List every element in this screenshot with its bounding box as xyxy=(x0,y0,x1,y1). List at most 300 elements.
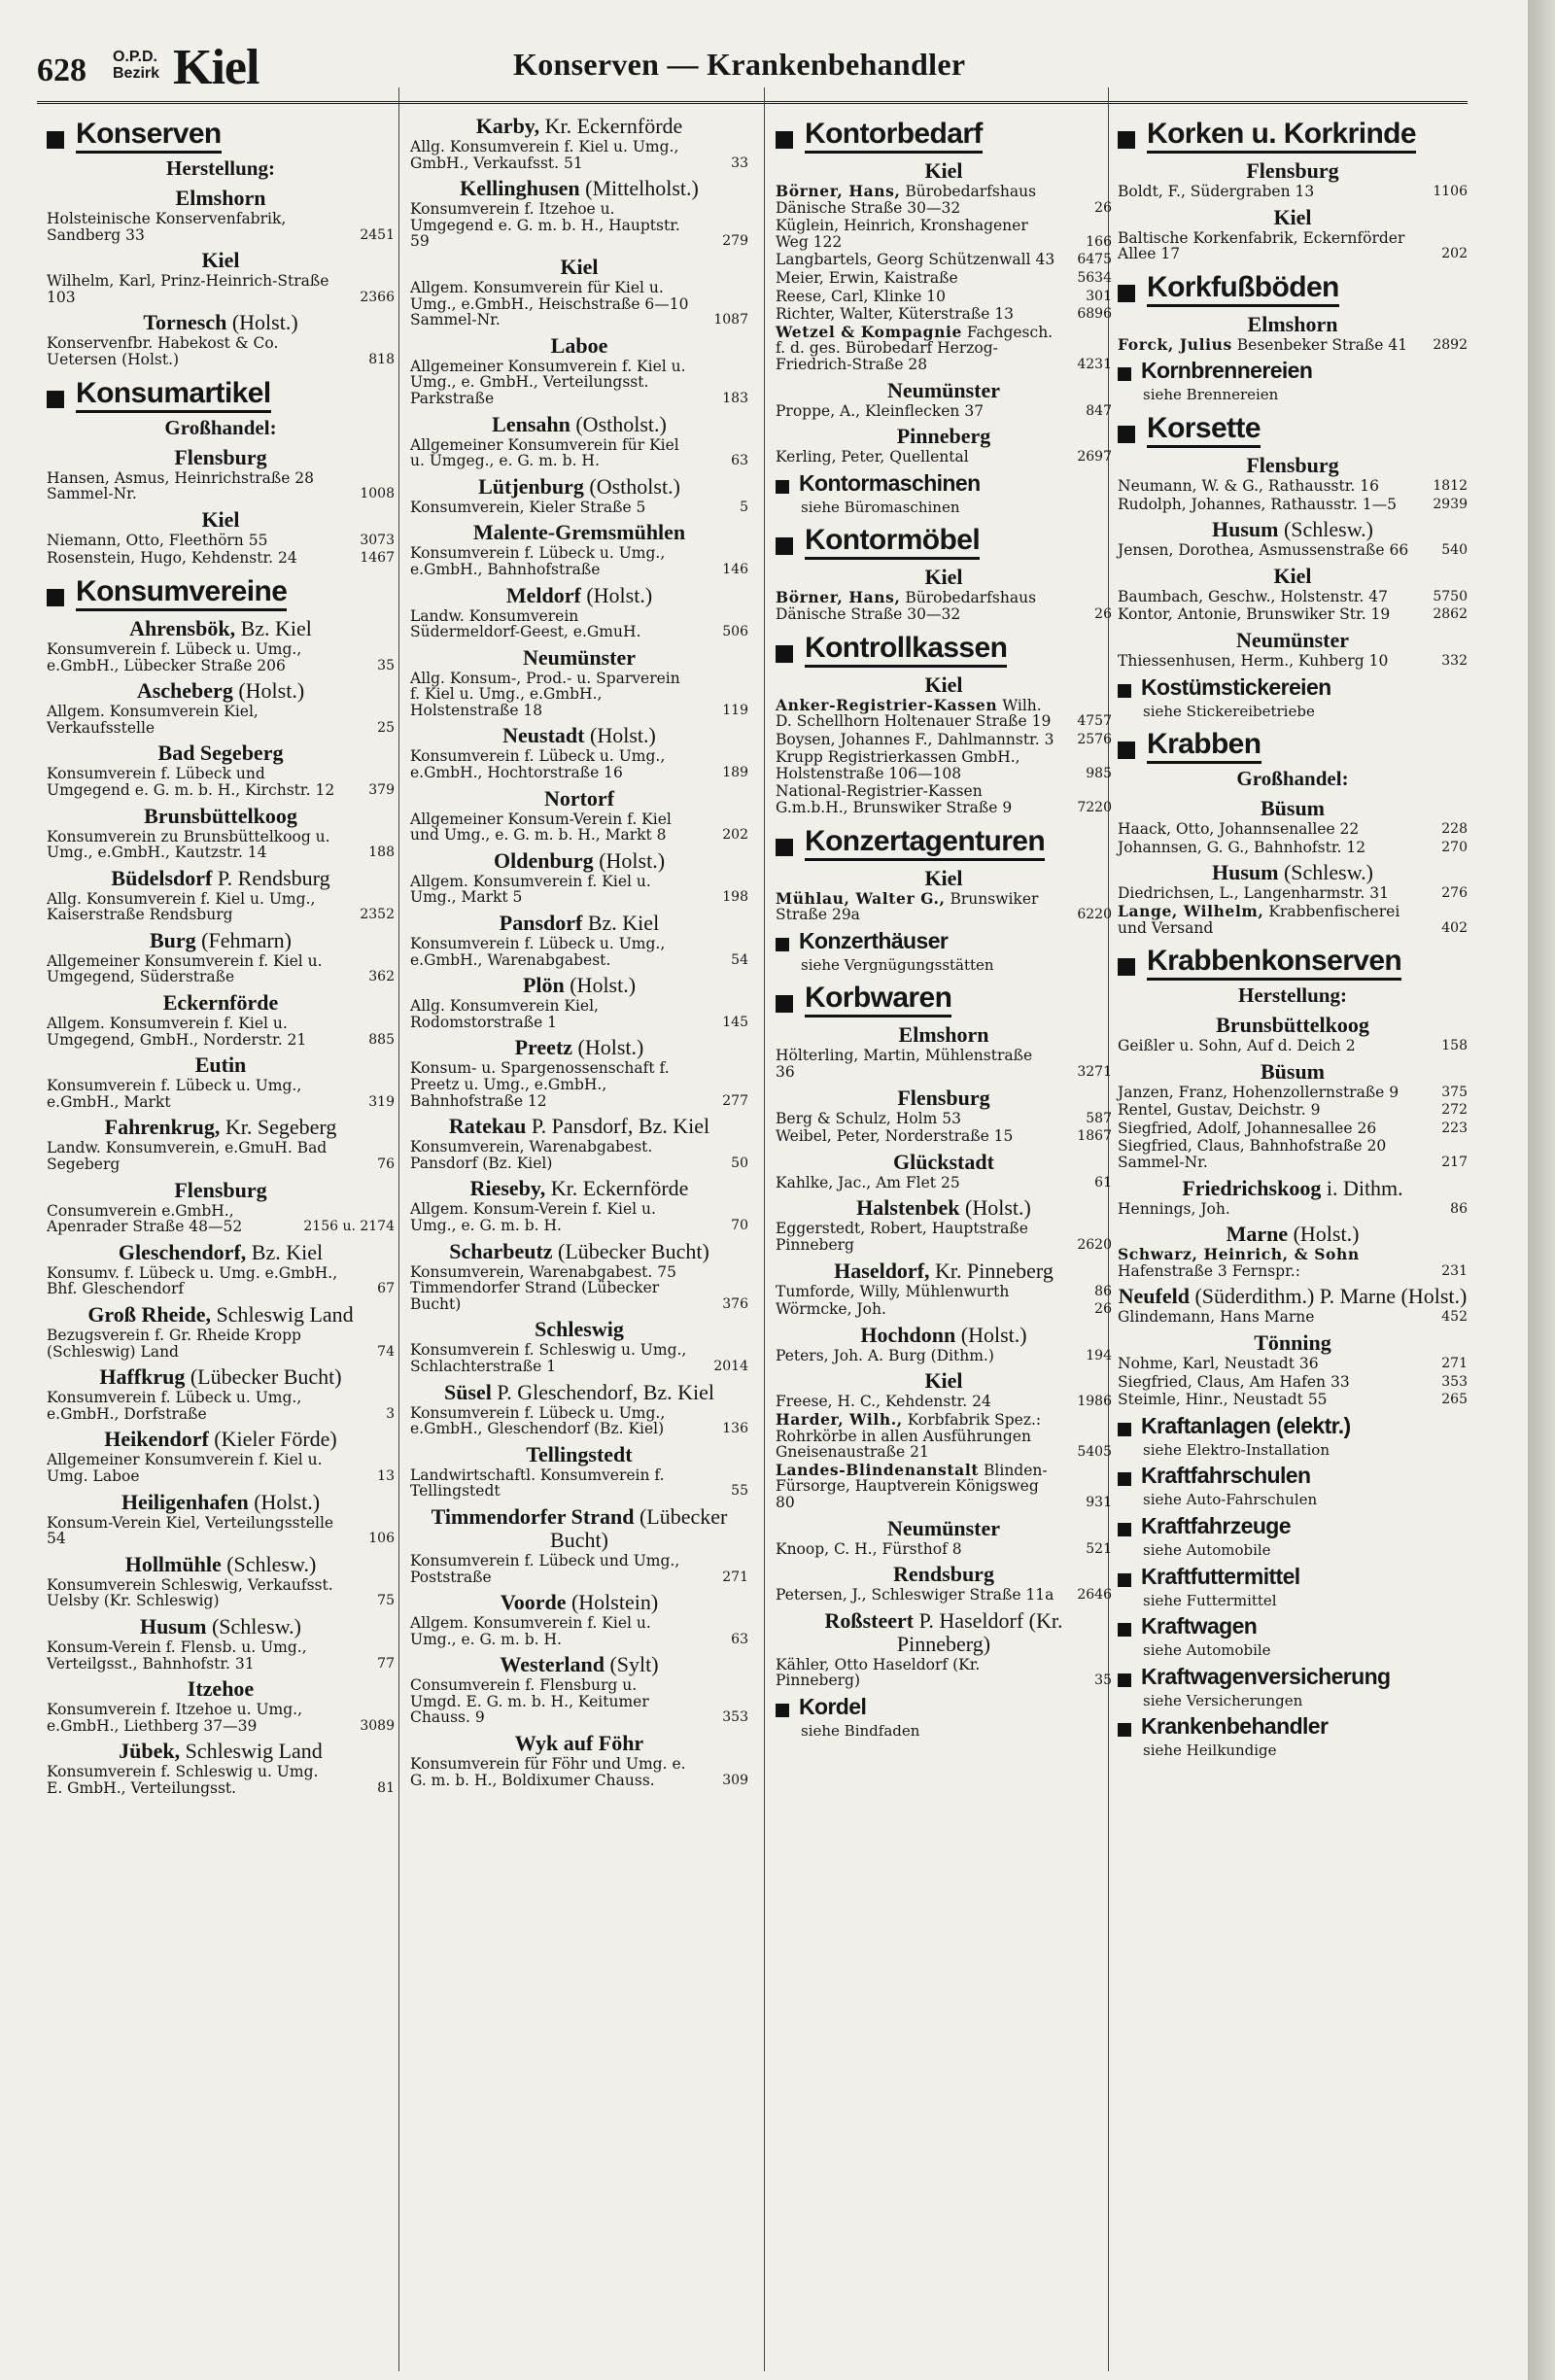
section-heading xyxy=(776,525,1112,560)
listing-entry xyxy=(776,218,1112,250)
listing-entry xyxy=(1118,589,1468,605)
place-name: Voorde xyxy=(500,1590,567,1615)
listing-text: Holsteinische Konservenfabrik, Sandberg 33 xyxy=(47,210,287,244)
phone-number: 86 xyxy=(1094,1283,1112,1299)
listing-text: Korbfabrik Spez.: Rohrkörbe in allen Ausführungen Gneisenaustraße 21 xyxy=(776,1410,1042,1462)
bullet-square xyxy=(776,537,793,555)
phone-number: 35 xyxy=(377,657,395,673)
place-heading xyxy=(410,1732,748,1755)
place-heading xyxy=(776,1324,1112,1347)
phone-number: 26 xyxy=(1094,1301,1112,1318)
listing-entry xyxy=(410,1060,748,1109)
section-title: Konzertagenturen xyxy=(805,826,1045,861)
subheading: Herstellung: xyxy=(1238,983,1347,1008)
listing-entry xyxy=(47,1140,395,1172)
place-qualifier: P. Pansdorf, Bz. Kiel xyxy=(531,1114,710,1139)
listing-entry xyxy=(410,139,748,171)
phone-number: 271 xyxy=(1441,1356,1468,1372)
place-heading xyxy=(47,1241,395,1264)
phone-number: 985 xyxy=(1086,765,1112,781)
listing-entry xyxy=(1118,821,1468,838)
listing-name: Schwarz, Heinrich, & Sohn xyxy=(1118,1245,1360,1264)
listing-text: National-Registrier-Kassen G.m.b.H., Brunswiker Straße 9 xyxy=(776,782,1013,817)
place-name: Nortorf xyxy=(543,785,615,811)
section-heading xyxy=(1118,729,1468,764)
subheading: Großhandel: xyxy=(164,415,277,439)
subheading: Herstellung: xyxy=(166,156,275,180)
listing-text: Hafenstraße 3 Fernspr.: xyxy=(1118,1261,1300,1280)
place-heading xyxy=(47,929,395,952)
place-heading xyxy=(47,617,395,640)
phone-number: 77 xyxy=(377,1655,395,1672)
place-qualifier: Kr. Eckernförde xyxy=(544,114,683,138)
place-name: Laboe xyxy=(550,332,608,358)
bullet-square xyxy=(776,131,793,149)
place-name: Ahrensbök, xyxy=(129,615,236,640)
column-divider-1 xyxy=(398,87,399,2371)
bullet-square xyxy=(776,1704,789,1717)
listing-entry xyxy=(776,783,1112,815)
place-heading xyxy=(1118,454,1468,477)
listing-entry xyxy=(1118,334,1468,354)
listing-text: Konsumverein f. Lübeck u. Umg., e.GmbH., Gleschendorf (Bz. Kiel) xyxy=(410,1403,666,1438)
section-title: Kontrollkassen xyxy=(805,633,1007,668)
phone-number: 202 xyxy=(1441,246,1468,262)
section-title: Kornbrennereien xyxy=(1141,358,1313,384)
place-name: Kiel xyxy=(1273,563,1312,588)
phone-number: 521 xyxy=(1086,1540,1112,1557)
bullet-square xyxy=(1118,684,1131,698)
listing-entry xyxy=(410,280,748,328)
section-title: Konzerthäuser xyxy=(799,927,949,953)
phone-number: 202 xyxy=(722,827,748,844)
listing-text: Kahlke, Jac., Am Flet 25 xyxy=(776,1173,960,1191)
listing-text: Konsum-Verein Kiel, Verteilungsstelle 54 xyxy=(47,1513,334,1548)
section-title: Kontorbedarf xyxy=(805,119,983,154)
listing-entry xyxy=(410,1467,748,1500)
listing-text: Hölterling, Martin, Mühlenstraße 36 xyxy=(776,1047,1033,1082)
place-heading xyxy=(47,249,395,272)
place-heading xyxy=(410,1177,748,1200)
section-title: Kraftwagen xyxy=(1141,1613,1258,1639)
listing-text: Allgem. Konsumverein f. Kiel u. Umg., e. G. m. b. H. xyxy=(410,1614,651,1648)
listing-entry xyxy=(776,306,1112,323)
listing-text: Nohme, Karl, Neustadt 36 xyxy=(1118,1355,1319,1373)
listing-text: Geißler u. Sohn, Auf d. Deich 2 xyxy=(1118,1037,1356,1055)
listing-entry xyxy=(1118,606,1468,623)
phone-number: 3271 xyxy=(1077,1064,1112,1081)
listing-text: Neumann, W. & G., Rathausstr. 16 xyxy=(1118,476,1380,495)
section-heading xyxy=(1118,413,1468,448)
place-heading xyxy=(776,1369,1112,1393)
section-heading xyxy=(1118,1614,1468,1639)
cross-reference: siehe Stickereibetriebe xyxy=(1143,702,1315,720)
phone-number: 818 xyxy=(368,351,395,367)
phone-number: 452 xyxy=(1441,1309,1468,1326)
place-heading xyxy=(47,679,395,703)
listing-entry xyxy=(776,1301,1112,1318)
listing-entry xyxy=(410,998,748,1030)
listing-text: Eggerstedt, Robert, Hauptstraße Pinneberg xyxy=(776,1220,1028,1254)
place-name: Kiel xyxy=(560,254,599,279)
listing-text: Allgemeiner Konsumverein f. Kiel u. Umg. Laboe xyxy=(47,1451,323,1485)
place-name: Neumünster xyxy=(886,377,1001,402)
running-head xyxy=(37,39,1485,101)
listing-entry xyxy=(776,403,1112,420)
bullet-square xyxy=(1118,1423,1131,1436)
section-title: Krabbenkonserven xyxy=(1147,946,1401,981)
place-qualifier: (Holstein) xyxy=(570,1590,659,1615)
section-title: Kordel xyxy=(799,1693,867,1719)
phone-number: 5750 xyxy=(1433,588,1468,604)
place-name: Elmshorn xyxy=(175,186,266,210)
section-heading xyxy=(1118,675,1468,701)
listing-text: Rudolph, Johannes, Rathausstr. 1—5 xyxy=(1118,495,1397,513)
listing-text: Allg. Konsum-, Prod.- u. Sparverein f. Kiel u. Umg., e.GmbH., Holstenstraße 18 xyxy=(410,669,680,719)
place-heading xyxy=(776,425,1112,448)
place-name: Rieseby, xyxy=(469,1176,546,1201)
place-qualifier: P. Rendsburg xyxy=(217,865,330,890)
place-heading xyxy=(410,1505,748,1552)
listing-text: Allgem. Konsumverein Kiel, Verkaufsstelle xyxy=(47,703,259,737)
place-heading xyxy=(47,867,395,890)
listing-text: Allgemeiner Konsumverein f. Kiel u. Umgegend, Süderstraße xyxy=(47,951,323,986)
listing-entry xyxy=(47,1702,395,1734)
place-heading xyxy=(410,115,748,138)
place-qualifier: (Lübecker Bucht) xyxy=(558,1238,709,1263)
place-name: Brunsbüttelkoog xyxy=(1216,1013,1369,1038)
place-name: Elmshorn xyxy=(898,1022,989,1048)
cross-reference: siehe Automobile xyxy=(1143,1641,1271,1660)
place-name: Neumünster xyxy=(522,644,637,670)
section-heading xyxy=(1118,1414,1468,1439)
phone-number: 587 xyxy=(1086,1110,1112,1126)
phone-number: 145 xyxy=(722,1014,748,1030)
bezirk-line-1: O.P.D. xyxy=(113,49,157,65)
listing-text: Konsum- u. Spargenossenschaft f. Preetz u. Umg., e.GmbH., Bahnhofstraße 12 xyxy=(410,1059,670,1110)
listing-text: Freese, H. C., Kehdenstr. 24 xyxy=(776,1393,991,1411)
phone-number: 272 xyxy=(1441,1102,1468,1119)
place-heading xyxy=(410,521,748,544)
place-heading xyxy=(1118,1014,1468,1037)
place-name: Flensburg xyxy=(1246,452,1339,477)
listing-text: Petersen, J., Schleswiger Straße 11a xyxy=(776,1586,1054,1604)
listing-text: Fachgesch. f. d. ges. Bürobedarf Herzog-Friedrich-Straße 28 xyxy=(776,323,1054,373)
listing-name: Börner, Hans, xyxy=(776,588,901,607)
bullet-square xyxy=(47,589,64,606)
place-qualifier: (Holst.) xyxy=(599,847,666,873)
section-title: Kraftanlagen (elektr.) xyxy=(1141,1412,1351,1438)
phone-number: 885 xyxy=(368,1031,395,1048)
place-name: Rendsburg xyxy=(893,1562,994,1587)
phone-number: 223 xyxy=(1441,1120,1468,1136)
place-heading xyxy=(47,311,395,334)
section-heading xyxy=(1118,1514,1468,1539)
listing-name: Landes-Blindenanstalt xyxy=(776,1460,980,1479)
section-title: Kraftfuttermittel xyxy=(1141,1563,1300,1589)
section-heading xyxy=(776,929,1112,954)
listing-entry xyxy=(1118,1374,1468,1391)
listing-text: Consumverein f. Flensburg u. Umgd. E. G. m. b. H., Keitumer Chauss. 9 xyxy=(410,1676,649,1727)
listing-entry xyxy=(1118,542,1468,559)
place-name: Kiel xyxy=(924,672,963,697)
listing-text: Peters, Joh. A. Burg (Dithm.) xyxy=(776,1346,994,1364)
listing-text: Brunswiker Straße 29a xyxy=(776,889,1039,924)
cross-reference: siehe Automobile xyxy=(1143,1541,1271,1559)
bullet-square xyxy=(1118,285,1135,302)
phone-number: 1812 xyxy=(1433,477,1468,494)
section-title: Kontormaschinen xyxy=(799,469,981,496)
listing-entry xyxy=(1118,885,1468,902)
bullet-square xyxy=(1118,131,1135,149)
cross-reference: siehe Versicherungen xyxy=(1143,1691,1303,1709)
listing-entry xyxy=(410,1756,748,1788)
phone-number: 136 xyxy=(722,1421,748,1437)
listing-entry xyxy=(410,437,748,469)
place-name: Halstenbek xyxy=(856,1195,960,1221)
phone-number: 5634 xyxy=(1077,269,1112,286)
phone-number: 353 xyxy=(722,1709,748,1726)
place-name: Meldorf xyxy=(505,582,581,607)
section-heading xyxy=(1118,1565,1468,1590)
place-heading xyxy=(776,1563,1112,1586)
place-name: Fahrenkrug, xyxy=(104,1115,221,1140)
bullet-square xyxy=(1118,742,1135,759)
place-qualifier: Kr. Segeberg xyxy=(225,1115,337,1140)
place-heading xyxy=(47,1553,395,1576)
listing-text: Siegfried, Claus, Bahnhofstraße 20 Sammel-Nr. xyxy=(1118,1137,1387,1172)
listing-entry xyxy=(410,874,748,906)
place-name: Husum xyxy=(139,1613,207,1638)
phone-number: 6220 xyxy=(1077,907,1112,923)
listing-entry xyxy=(1118,901,1468,937)
phone-number: 55 xyxy=(731,1483,748,1500)
column-3 xyxy=(776,109,1112,1740)
bullet-square xyxy=(47,131,64,149)
listing-text: Landw. Konsumverein Südermeldorf-Geest, e.GmuH. xyxy=(410,606,641,641)
listing-entry xyxy=(47,273,395,305)
phone-number: 2156 u. 2174 xyxy=(303,1219,395,1235)
place-qualifier: (Holst.) xyxy=(1293,1222,1360,1247)
place-name: Elmshorn xyxy=(1247,311,1338,336)
listing-name: Mühlau, Walter G., xyxy=(776,888,946,908)
phone-number: 166 xyxy=(1086,233,1112,250)
listing-text: Konsumverein f. Lübeck u. Umg., e.GmbH., Bahnhofstraße xyxy=(410,544,666,578)
phone-number: 2892 xyxy=(1433,336,1468,353)
listing-entry xyxy=(1118,1309,1468,1326)
phone-number: 13 xyxy=(377,1467,395,1484)
place-name: Hollmühle xyxy=(124,1551,222,1576)
phone-number: 276 xyxy=(1441,885,1468,902)
listing-entry xyxy=(47,1639,395,1672)
listing-text: Jensen, Dorothea, Asmussenstraße 66 xyxy=(1118,541,1409,560)
place-heading xyxy=(410,849,748,873)
place-name: Kiel xyxy=(1273,204,1312,229)
listing-text: Konsumverein f. Lübeck u. Umg., e.GmbH., Lübecker Straße 206 xyxy=(47,639,302,674)
place-qualifier: Bz. Kiel xyxy=(587,911,660,936)
phone-number: 183 xyxy=(722,390,748,406)
place-heading xyxy=(410,584,748,607)
place-name: Husum xyxy=(1211,517,1279,542)
place-heading xyxy=(410,646,748,670)
listing-text: Allgem. Konsumverein f. Kiel u. Umgegend, GmbH., Norderstr. 21 xyxy=(47,1015,307,1049)
listing-entry xyxy=(47,1764,395,1796)
listing-entry xyxy=(776,732,1112,748)
city-name: Kiel xyxy=(173,40,259,95)
listing-name: Anker-Registrier-Kassen xyxy=(776,695,998,714)
section-title: Korsette xyxy=(1147,413,1261,448)
listing-entry xyxy=(1118,1038,1468,1054)
place-name: Pinneberg xyxy=(896,424,991,449)
listing-text: Allgem. Konsumverein f. Kiel u. Umg., Markt 5 xyxy=(410,872,651,907)
section-title: Konsumvereine xyxy=(76,576,287,611)
listing-entry xyxy=(776,888,1112,924)
phone-number: 2366 xyxy=(360,289,395,305)
phone-number: 26 xyxy=(1094,605,1112,622)
phone-number: 270 xyxy=(1441,839,1468,855)
section-title: Korkfußböden xyxy=(1147,272,1339,307)
place-heading xyxy=(410,1036,748,1059)
phone-number: 6896 xyxy=(1077,306,1112,323)
listing-text: Hansen, Asmus, Heinrichstraße 28 Sammel-Nr. xyxy=(47,468,315,503)
listing-entry xyxy=(47,1016,395,1048)
listing-entry xyxy=(776,270,1112,287)
phone-number: 7220 xyxy=(1077,800,1112,816)
phone-number: 146 xyxy=(722,561,748,577)
section-title: Kostümstickereien xyxy=(1141,673,1331,700)
section-heading xyxy=(1118,1464,1468,1489)
phone-number: 74 xyxy=(377,1343,395,1360)
section-heading xyxy=(776,119,1112,154)
section-title: Krabben xyxy=(1147,729,1261,764)
place-heading xyxy=(47,1179,395,1202)
place-qualifier: Schleswig Land xyxy=(185,1739,323,1764)
listing-text: Thiessenhusen, Herm., Kuhberg 10 xyxy=(1118,651,1389,670)
place-name: Tellingstedt xyxy=(526,1441,633,1466)
listing-text: Proppe, A., Kleinflecken 37 xyxy=(776,401,985,420)
phone-number: 2451 xyxy=(360,226,395,243)
listing-text: Konservenfbr. Habekost & Co. Uetersen (Holst.) xyxy=(47,334,279,368)
listing-text: Niemann, Otto, Fleethörn 55 xyxy=(47,531,268,549)
place-qualifier: (Holst.) xyxy=(965,1195,1031,1221)
bezirk-line-2: Bezirk xyxy=(113,65,160,82)
place-name: Eckernförde xyxy=(162,990,279,1016)
place-heading xyxy=(410,724,748,747)
place-heading xyxy=(47,1428,395,1451)
listing-text: Diedrichsen, L., Langenharmstr. 31 xyxy=(1118,884,1389,903)
listing-entry xyxy=(410,500,748,516)
listing-entry xyxy=(1118,1392,1468,1408)
listing-entry xyxy=(776,184,1112,216)
phone-number: 158 xyxy=(1441,1038,1468,1054)
listing-text: Blinden-Fürsorge, Hauptverein Königsweg 80 xyxy=(776,1461,1048,1511)
listing-entry xyxy=(47,533,395,549)
column-1 xyxy=(47,109,395,1799)
phone-number: 2014 xyxy=(713,1358,748,1374)
place-qualifier: (Schlesw.) xyxy=(226,1551,317,1576)
listing-text: Hennings, Joh. xyxy=(1118,1199,1230,1218)
place-heading xyxy=(776,673,1112,697)
phone-number: 54 xyxy=(731,951,748,968)
phone-number: 3 xyxy=(386,1405,395,1422)
listing-entry xyxy=(776,1348,1112,1364)
phone-number: 265 xyxy=(1441,1392,1468,1408)
place-qualifier: Kr. Eckernförde xyxy=(550,1176,689,1201)
section-heading xyxy=(1118,119,1468,154)
place-heading xyxy=(1118,1331,1468,1355)
place-heading xyxy=(47,508,395,532)
place-heading xyxy=(47,1677,395,1701)
listing-entry xyxy=(410,936,748,968)
place-name: Tönning xyxy=(1254,1330,1331,1356)
place-name: Friedrichskoog xyxy=(1182,1175,1322,1200)
place-heading xyxy=(1118,1060,1468,1084)
place-name: Gleschendorf, xyxy=(118,1239,247,1264)
listing-text: Steimle, Hinr., Neustadt 55 xyxy=(1118,1391,1328,1409)
listing-text: Landwirtschaftl. Konsumverein f. Tellingstedt xyxy=(410,1466,665,1500)
phone-number: 376 xyxy=(722,1295,748,1312)
phone-number: 309 xyxy=(722,1772,748,1788)
place-name: Büsum xyxy=(1260,796,1326,821)
phone-number: 2862 xyxy=(1433,606,1468,623)
place-heading xyxy=(47,805,395,828)
place-heading xyxy=(1118,1223,1468,1246)
listing-text: Baltische Korkenfabrik, Eckernförder Allee 17 xyxy=(1118,228,1405,263)
phone-number: 279 xyxy=(722,233,748,250)
place-qualifier: (Holst.) xyxy=(238,678,305,704)
place-name: Flensburg xyxy=(174,1177,267,1202)
column-2 xyxy=(410,109,748,1790)
place-heading xyxy=(410,1443,748,1466)
place-name: Timmendorfer Strand xyxy=(431,1503,635,1529)
place-name: Neufeld xyxy=(1118,1284,1190,1309)
place-heading xyxy=(776,1087,1112,1110)
bullet-square xyxy=(776,480,789,494)
listing-text: Konsumverein f. Lübeck und Umgegend e. G. m. b. H., Kirchstr. 12 xyxy=(47,765,335,799)
listing-entry xyxy=(776,1657,1112,1689)
listing-text: Konsumverein f. Lübeck u. Umg., e.GmbH., Warenabgabest. xyxy=(410,935,666,969)
phone-number: 1008 xyxy=(360,486,395,502)
listing-text: Konsumverein f. Lübeck u. Umg., e.GmbH., Dorfstraße xyxy=(47,1389,302,1423)
section-title: Kraftfahrschulen xyxy=(1141,1463,1311,1489)
bullet-square xyxy=(1118,1523,1131,1536)
listing-text: Reese, Carl, Klinke 10 xyxy=(776,287,947,305)
listing-entry xyxy=(1118,1247,1468,1279)
place-name: Burg xyxy=(149,927,196,952)
place-qualifier: (Mittelholst.) xyxy=(585,176,699,201)
listing-entry xyxy=(1118,1356,1468,1372)
phone-number: 35 xyxy=(1094,1673,1112,1689)
phone-number: 106 xyxy=(368,1531,395,1547)
listing-text: Haack, Otto, Johannsenallee 22 xyxy=(1118,820,1360,839)
place-heading xyxy=(47,187,395,210)
listing-entry xyxy=(776,1587,1112,1604)
place-heading xyxy=(1118,159,1468,183)
listing-entry xyxy=(410,1405,748,1437)
section-title: Krankenbehandler xyxy=(1141,1713,1329,1740)
phone-number: 931 xyxy=(1086,1494,1112,1510)
phone-number: 379 xyxy=(368,781,395,798)
listing-text: Wilhelm, Karl, Prinz-Heinrich-Straße 103 xyxy=(47,272,329,306)
listing-text: Konsumverein f. Schleswig u. Umg., Schlachterstraße 1 xyxy=(410,1341,687,1375)
phone-number: 33 xyxy=(731,155,748,171)
listing-name: Wetzel & Kompagnie xyxy=(776,322,962,341)
listing-entry xyxy=(410,1677,748,1726)
listing-text: Bezugsverein f. Gr. Rheide Kropp (Schleswig) Land xyxy=(47,1327,301,1361)
listing-entry xyxy=(47,1328,395,1360)
phone-number: 2576 xyxy=(1077,731,1112,747)
listing-text: Konsumverein f. Lübeck und Umg., Poststraße xyxy=(410,1551,680,1586)
